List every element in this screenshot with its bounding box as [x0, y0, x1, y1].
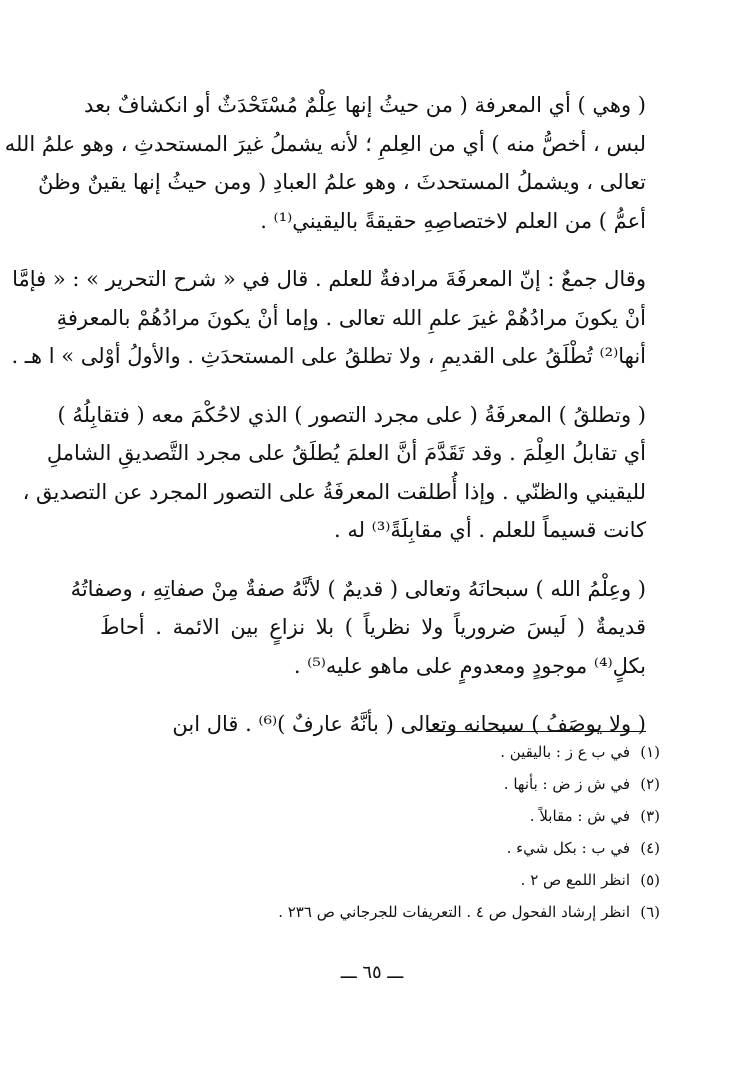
text-line: أي تقابلُ العِلْمَ . وقد تَقَدَّمَ أنَّ العلمَ يُطلَقُ على مجرد التَّصديقِ الشاملِ — [46, 441, 646, 465]
text-line: بكلٍ⁽⁴⁾ موجودٍ ومعدومٍ على ماهو عليه⁽⁵⁾ . — [293, 653, 646, 678]
text-line: ( وهي ) أي المعرفة ( من حيثُ إنها عِلْمٌ مُسْتَحْدَثٌ أو انكشافٌ بعد — [84, 93, 646, 117]
text-line: أعمُّ ) من العلم لاختصاصِهِ حقيقةً باليقيني⁽¹⁾ . — [260, 208, 646, 233]
footnote — [160, 896, 660, 928]
text-line: ( ولا يوصَفُ ) سبحانه وتعالى ( بأنَّهُ عارفٌ )⁽⁶⁾ . قال ابن — [172, 712, 646, 736]
paragraph-p2 — [11, 260, 646, 376]
text-line: ( وتطلقُ ) المعرفَةُ ( على مجرد التصور ) الذي لاحُكْمَ معه ( فتقابِلُهُ ) — [57, 402, 646, 427]
text-line: لبس ، أخصُّ منه ) أي من العِلمِ ؛ لأنه يشملُ غيرَ المستحدثِ ، وهو علمُ الله — [4, 131, 646, 156]
footnote-number: (٣) — [640, 807, 660, 825]
footnote — [160, 736, 660, 768]
footnote-number: (٢) — [640, 775, 660, 793]
footnote-text: انظر اللمع ص ٢ . — [520, 871, 630, 889]
footnote-text: في ش : مقابلاً . — [529, 807, 630, 825]
footnote-text: انظر إرشاد الفحول ص ٤ . التعريفات للجرجاني ص ٢٣٦ . — [278, 903, 630, 921]
footnote — [160, 832, 660, 864]
paragraph-p3 — [22, 396, 646, 550]
text-line: وقال جمعٌ : إنّ المعرفَةَ مرادفةٌ للعلم . قال في « شرح التحرير » : « فإمَّا — [12, 267, 646, 291]
footnote-text: في ب : بكل شيء . — [506, 839, 630, 857]
text-line: لليقيني والظنّي . وإذا أُطلقت المعرفَةُ على التصور المجرد عن التصديق ، — [22, 479, 646, 504]
text-line: ( وعِلْمُ الله ) سبحانَهُ وتعالى ( قديمٌ ) لأنَّهُ صفةٌ مِنْ صفاتِهِ ، وصفاتُهُ — [70, 576, 646, 601]
paragraph-p4 — [70, 570, 646, 686]
text-line: أنها⁽²⁾ تُطْلَقُ على القديمِ ، ولا تطلقُ على المستحدَثِ . والأولُ أوْلى » ا هـ . — [11, 344, 646, 368]
text-line: قديمةٌ ( لَيسَ ضرورياً ولا نظرياً ) بلا نزاعٍ بين الائمة . أحاطَ — [100, 615, 646, 639]
text-line: أنْ يكونَ مرادُهُمْ غيرَ علمِ الله تعالى . وإما أنْ يكونَ مرادُهُمْ بالمعرفةِ — [56, 305, 646, 330]
footnote-text: في ش ز ض : بأنها . — [503, 775, 630, 793]
footnote-separator — [426, 731, 646, 732]
paragraph-p1 — [4, 86, 646, 240]
main-text — [4, 86, 646, 764]
footnote-text: في ب ع ز : باليقين . — [500, 743, 630, 761]
footnote — [160, 768, 660, 800]
footnote-number: (٦) — [640, 903, 660, 921]
text-line: تعالى ، ويشملُ المستحدثَ ، وهو علمُ العبادِ ( ومن حيثُ إنها يقينٌ وظنٌ — [37, 170, 646, 194]
footnote — [160, 864, 660, 896]
text-line: كانت قسيماً للعلم . أي مقابِلَةً⁽³⁾ له . — [334, 518, 646, 542]
footnote-number: (١) — [640, 743, 660, 761]
footnote-number: (٥) — [640, 871, 660, 889]
page-number: ـــ ٦٥ ـــ — [340, 962, 404, 983]
footnote — [160, 800, 660, 832]
footnotes — [160, 736, 660, 928]
footnote-number: (٤) — [640, 839, 660, 857]
